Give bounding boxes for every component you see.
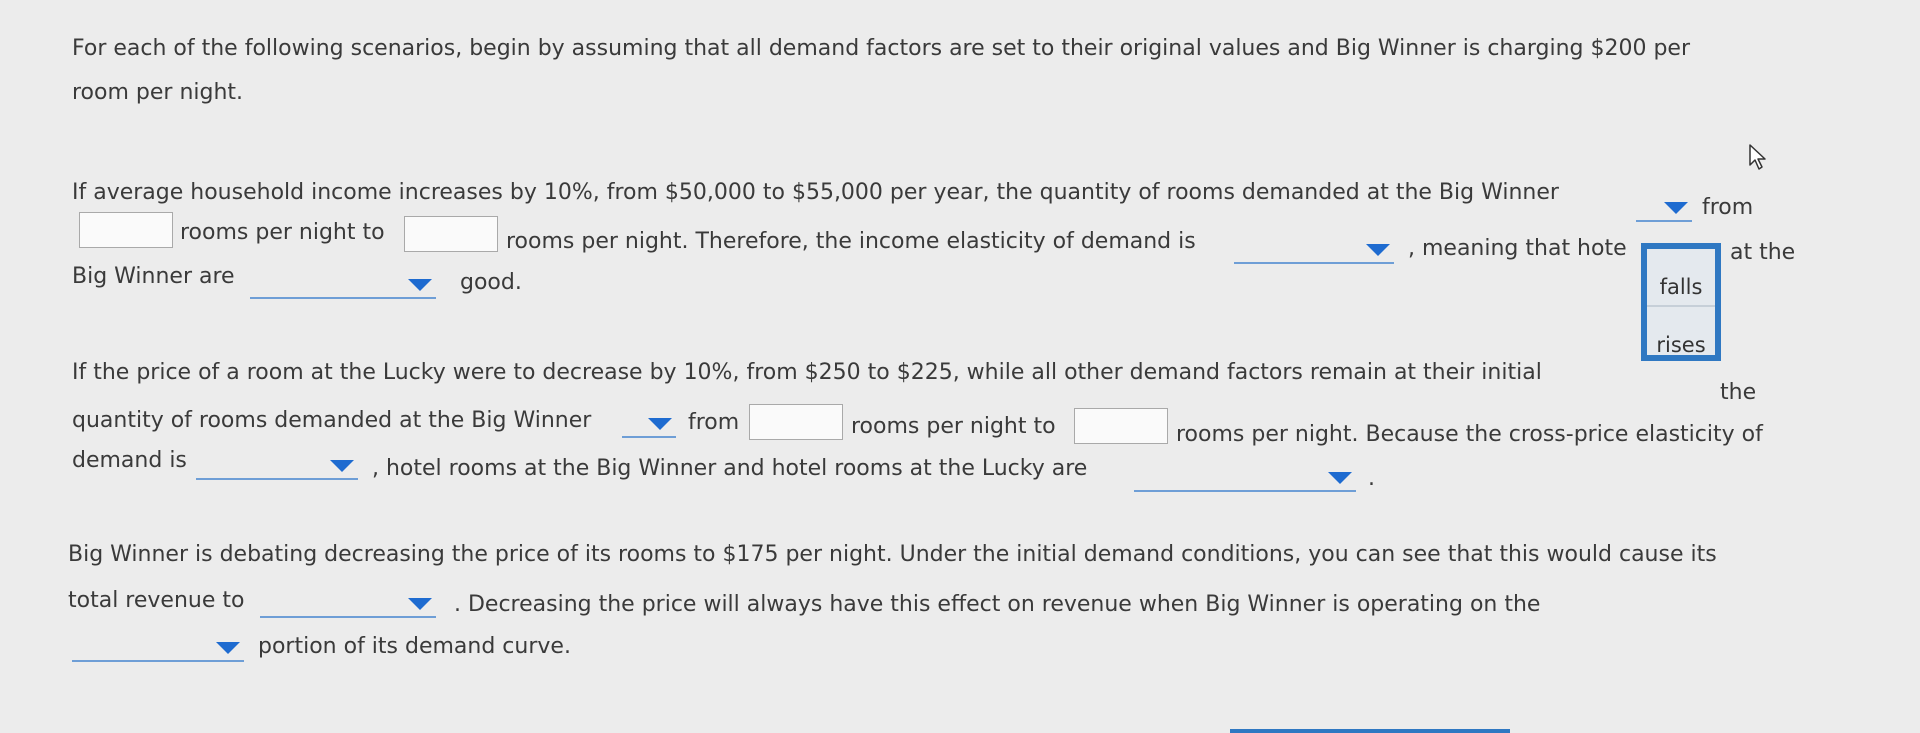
scenario1-good-text: good. [460,270,522,295]
scenario2-quantity-new-input[interactable] [1074,408,1168,444]
dropdown-divider [1647,305,1715,307]
chevron-down-icon [1664,202,1688,214]
scenario1-meaning-text: , meaning that hote [1408,236,1627,261]
scenario1-therefore-text: rooms per night. Therefore, the income elasticity of demand is [506,229,1196,254]
mouse-cursor-icon [1748,143,1768,171]
scenario3-total-revenue-text: total revenue to [68,588,245,613]
scenario3-portion-text: portion of its demand curve. [258,634,571,659]
scenario2-hotel-text: , hotel rooms at the Big Winner and hotel rooms at the Lucky are [372,456,1088,481]
scenario2-rooms-to-label: rooms per night to [851,414,1056,439]
chevron-down-icon [1366,244,1390,256]
bottom-accent-bar [1230,729,1510,733]
scenario1-quantity-initial-input[interactable] [79,212,173,248]
scenario1-good-type-dropdown[interactable] [250,271,436,299]
scenario2-period: . [1368,466,1375,491]
scenario1-quantity-change-dropdown[interactable] [1636,194,1692,222]
scenario1-from-label: from [1702,195,1754,220]
dropdown-option-rises[interactable]: rises [1656,333,1706,357]
scenario3-demand-portion-dropdown[interactable] [72,634,244,662]
intro-line-2: room per night. [72,80,244,105]
chevron-down-icon [330,460,354,472]
chevron-down-icon [216,642,240,654]
scenario3-decreasing-text: . Decreasing the price will always have this effect on revenue when Big Winner is operating on the [454,592,1541,617]
scenario2-quantity-change-dropdown[interactable] [622,410,676,438]
intro-line-1: For each of the following scenarios, begin by assuming that all demand factors are set to their original values and Big Winner is charging $200 per [72,36,1690,61]
chevron-down-icon [648,418,672,430]
scenario2-from-label: from [688,410,740,435]
scenario2-cross-price-elasticity-dropdown[interactable] [196,452,358,480]
scenario3-total-revenue-dropdown[interactable] [260,590,436,618]
scenario2-because-text: rooms per night. Because the cross-price elasticity of [1176,422,1763,447]
chevron-down-icon [408,279,432,291]
scenario3-text-1: Big Winner is debating decreasing the price of its rooms to $175 per night. Under the initial demand conditions, you can see that this would cause its [68,542,1717,567]
chevron-down-icon [408,598,432,610]
scenario1-quantity-new-input[interactable] [404,216,498,252]
scenario1-income-elasticity-dropdown[interactable] [1234,236,1394,264]
scenario1-text-1: If average household income increases by 10%, from $50,000 to $55,000 per year, the quantity of rooms demanded at the Big Winner [72,180,1559,205]
dropdown-option-falls[interactable]: falls [1659,275,1703,299]
scenario2-the-text: the [1720,380,1757,405]
scenario2-quantity-initial-input[interactable] [749,404,843,440]
scenario2-demand-is-text: demand is [72,448,187,473]
scenario1-at-the-text: at the [1730,240,1796,265]
scenario1-big-winner-are-text: Big Winner are [72,264,235,289]
chevron-down-icon [1328,472,1352,484]
dropdown-options-popup [1641,243,1721,361]
scenario1-rooms-to-label: rooms per night to [180,220,385,245]
scenario2-text-1: If the price of a room at the Lucky were to decrease by 10%, from $250 to $225, while all other demand factors remain at their initial [72,360,1542,385]
scenario2-quantity-text: quantity of rooms demanded at the Big Winner [72,408,592,433]
scenario2-goods-relation-dropdown[interactable] [1134,464,1356,492]
